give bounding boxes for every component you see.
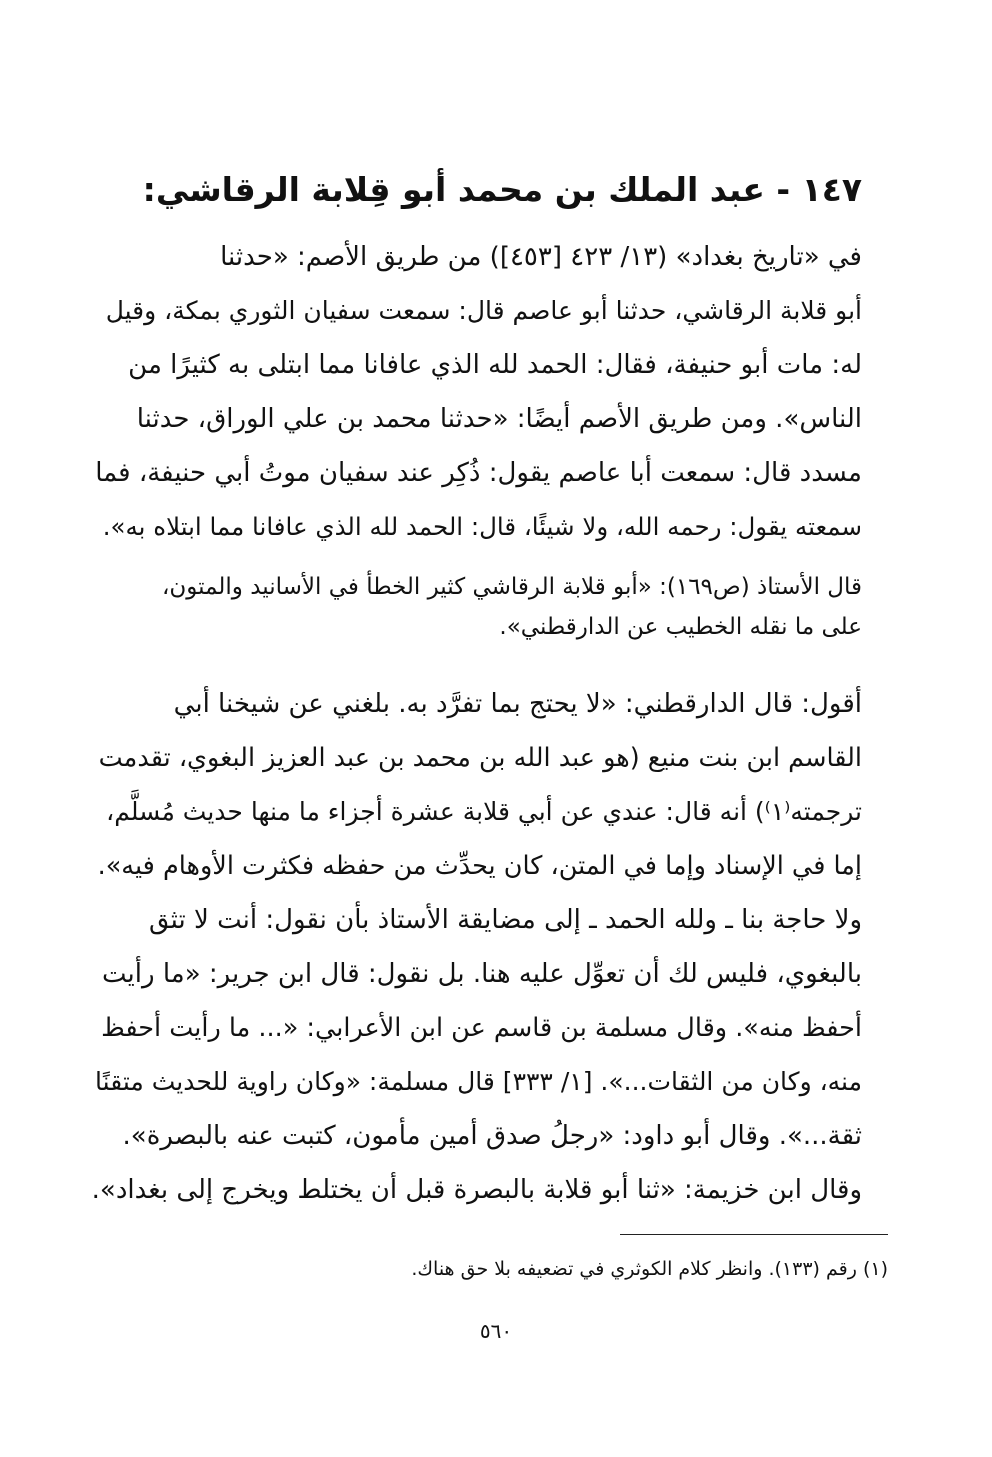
entry-heading: ١٤٧ - عبد الملك بن محمد أبو قِلابة الرقاشي: bbox=[142, 170, 862, 209]
text-line: أحفظ منه». وقال مسلمة بن قاسم عن ابن الأعرابي: «... ما رأيت أحفظ bbox=[101, 1013, 862, 1043]
text-line: أقول: قال الدارقطني: «لا يحتج بما تفرَّد به. بلغني عن شيخنا أبي bbox=[173, 689, 862, 719]
text-line: الناس». ومن طريق الأصم أيضًا: «حدثنا محمد بن علي الوراق، حدثنا bbox=[136, 404, 862, 434]
text-line: ولا حاجة بنا ـ ولله الحمد ـ إلى مضايقة الأستاذ بأن نقول: أنت لا تثق bbox=[149, 905, 862, 935]
text-line: سمعته يقول: رحمه الله، ولا شيئًا، قال: الحمد لله الذي عافانا مما ابتلاه به». bbox=[102, 512, 862, 541]
paragraph-narration bbox=[92, 230, 862, 554]
text-line: على ما نقله الخطيب عن الدارقطني». bbox=[499, 614, 862, 640]
text-line: له: مات أبو حنيفة، فقال: الحمد لله الذي عافانا مما ابتلى به كثيرًا من bbox=[128, 350, 862, 380]
text-line: القاسم ابن بنت منيع (هو عبد الله بن محمد بن عبد العزيز البغوي، تقدمت bbox=[98, 743, 862, 773]
text-line: في «تاريخ بغداد» (١٣/ ٤٢٣ [٤٥٣]) من طريق الأصم: «حدثنا bbox=[220, 242, 862, 272]
text-line: مسدد قال: سمعت أبا عاصم يقول: ذُكِر عند سفيان موتُ أبي حنيفة، فما bbox=[95, 458, 862, 488]
footnote: (١) رقم (١٣٣). وانظر كلام الكوثري في تضعيفه بلا حق هناك. bbox=[411, 1258, 888, 1280]
text-line: بالبغوي، فليس لك أن تعوِّل عليه هنا. بل نقول: قال ابن جرير: «ما رأيت bbox=[102, 959, 862, 989]
page-number: ٥٦٠ bbox=[479, 1319, 513, 1343]
text-line: ترجمته⁽١⁾) أنه قال: عندي عن أبي قلابة عشرة أجزاء ما منها حديث مُسلَّم، bbox=[106, 797, 862, 826]
footnote-separator bbox=[620, 1234, 888, 1235]
text-line: قال الأستاذ (ص١٦٩): «أبو قلابة الرقاشي كثير الخطأ في الأسانيد والمتون، bbox=[161, 574, 862, 600]
text-line: إما في الإسناد وإما في المتن، كان يحدِّث من حفظه فكثرت الأوهام فيه». bbox=[97, 851, 862, 881]
paragraph-ustadh-quote bbox=[92, 567, 862, 647]
text-line: منه، وكان من الثقات...». [١/ ٣٣٣] قال مسلمة: «وكان راوية للحديث متقنًا bbox=[95, 1067, 862, 1096]
text-line: وقال ابن خزيمة: «ثنا أبو قلابة بالبصرة قبل أن يختلط ويخرج إلى بغداد». bbox=[91, 1175, 862, 1205]
text-line: أبو قلابة الرقاشي، حدثنا أبو عاصم قال: سمعت سفيان الثوري بمكة، وقيل bbox=[105, 296, 862, 325]
paragraph-response bbox=[92, 677, 862, 1217]
text-line: ثقة...». وقال أبو داود: «رجلُ صدق أمين مأمون، كتبت عنه بالبصرة». bbox=[122, 1121, 862, 1151]
